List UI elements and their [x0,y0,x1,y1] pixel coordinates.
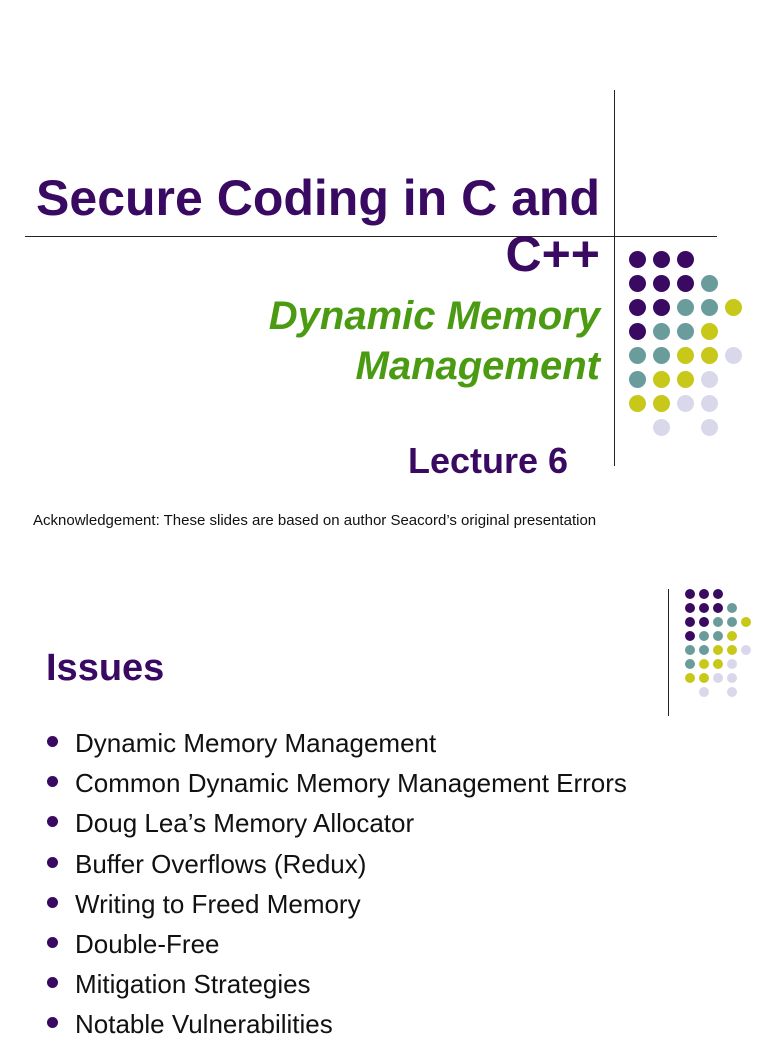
bullet-text: Common Dynamic Memory Management Errors [75,768,627,799]
bullet-icon [47,736,58,747]
decorative-dot [629,371,646,388]
decorative-dot [727,631,737,641]
decorative-dot [677,323,694,340]
bullet-item [46,845,627,885]
bullet-item [46,885,627,925]
decorative-dot [685,645,695,655]
bullet-text: Buffer Overflows (Redux) [75,848,367,879]
bullet-item [46,804,627,844]
bullet-icon [47,857,58,868]
bullet-text: Writing to Freed Memory [75,888,361,919]
bullet-item [46,925,627,965]
decorative-dot [701,275,718,292]
decorative-dot [653,347,670,364]
decorative-dot [701,299,718,316]
slide-title: Issues [46,647,165,689]
bullet-item [46,724,627,764]
decorative-dot [701,395,718,412]
decorative-dot [713,631,723,641]
bullet-item [46,764,627,804]
bullet-text: Double-Free [75,928,220,959]
decorative-dot [653,275,670,292]
decorative-dot [701,347,718,364]
decorative-dot [727,659,737,669]
decorative-dot [713,673,723,683]
bullet-icon [47,776,58,787]
decorative-dot [699,589,709,599]
decorative-dot [629,395,646,412]
bullet-text: Dynamic Memory Management [75,728,437,758]
decorative-dot [699,603,709,613]
bullet-list [46,724,627,1046]
decorative-dot [629,323,646,340]
decorative-dot [653,419,670,436]
decorative-dot [629,299,646,316]
decorative-dot [699,659,709,669]
bullet-icon [47,1017,58,1028]
decorative-dot [699,631,709,641]
decorative-dot [713,589,723,599]
decorative-dot [727,603,737,613]
decorative-dot [677,371,694,388]
bullet-item [46,1005,627,1045]
decorative-dot [677,395,694,412]
bullet-icon [47,897,58,908]
decorative-dot [677,299,694,316]
decorative-dot [713,617,723,627]
decorative-dot [713,603,723,613]
decorative-dot [727,687,737,697]
decorative-dot [685,659,695,669]
decorative-dot [699,687,709,697]
decorative-dot [741,645,751,655]
decorative-dot [653,323,670,340]
decorative-dot [701,371,718,388]
decorative-dot [653,299,670,316]
decorative-dot [725,299,742,316]
decorative-dot [701,419,718,436]
decorative-dot [653,395,670,412]
bullet-text: Doug Lea’s Memory Allocator [75,808,415,839]
decorative-dot [725,347,742,364]
bullet-icon [47,937,58,948]
slide-subtitle: Dynamic Memory Management [268,294,600,388]
decorative-dot [699,673,709,683]
decorative-dot [685,603,695,613]
decorative-dot [713,659,723,669]
decorative-dot [741,617,751,627]
slide-title: Secure Coding in C and C++ [36,170,600,282]
bullet-text: Notable Vulnerabilities [75,1009,333,1040]
decorative-dot [653,371,670,388]
vertical-divider [668,589,669,716]
decorative-dot [677,347,694,364]
issues-slide [0,560,768,1040]
decorative-dot [685,617,695,627]
decorative-dot [629,251,646,268]
decorative-dot [685,631,695,641]
bullet-icon [47,816,58,827]
bullet-item [46,965,627,1005]
decorative-dot [699,645,709,655]
vertical-divider [614,90,615,466]
decorative-dot [629,347,646,364]
decorative-dot [685,589,695,599]
decorative-dot [727,617,737,627]
lecture-number: Lecture 6 [408,440,569,481]
bullet-text: Mitigation Strategies [75,969,311,1000]
decorative-dot [713,645,723,655]
decorative-dot [685,673,695,683]
decorative-dot [629,275,646,292]
acknowledgement-text: Acknowledgement: These slides are based on author Seacord’s original presentation [33,512,597,529]
decorative-dot [653,251,670,268]
bullet-icon [47,977,58,988]
decorative-dot [727,645,737,655]
decorative-dot [727,673,737,683]
decorative-dot [701,323,718,340]
decorative-dot [677,275,694,292]
decorative-dot [677,251,694,268]
decorative-dot [699,617,709,627]
